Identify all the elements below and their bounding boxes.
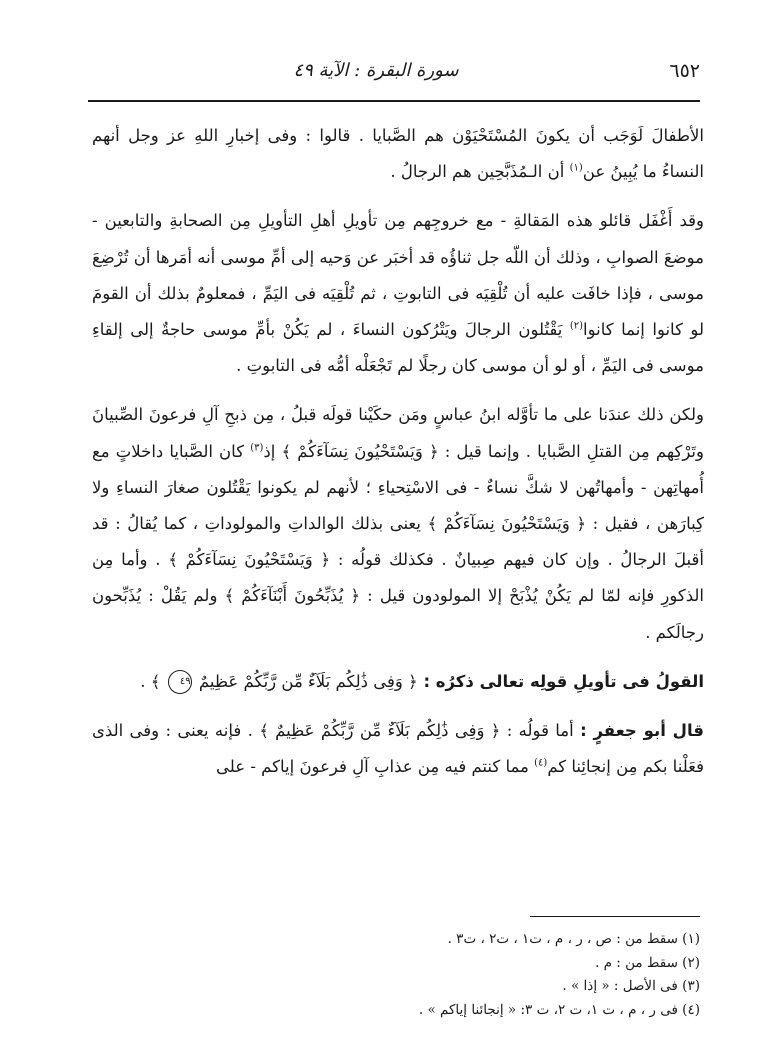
quran-quote: ﴿ وَيَسْتَحْيُونَ نِسَآءَكُمْ ﴾: [168, 550, 331, 570]
page-number: ٦٥٢: [669, 60, 700, 82]
text-run: ولم يَقُلْ : يُذَبِّحون رجالَكم .: [92, 586, 704, 642]
footnote-ref-1[interactable]: (١): [569, 162, 583, 174]
text-run: كان الصَّبايا داخلاتٍ مع أُمهاتِهن - وأمهاتُهن لا شكَّ نساءٌ - فى الاسْتِحياءِ ؛ لأنهم لم يكونوا يَقْتُلون صغارَ النساءِ ولا كِبارَهن ، فقيل :: [92, 441, 704, 534]
quran-quote: ﴿ يُذَبِّحُونَ أَبْنَآءَكُمْ ﴾: [224, 586, 361, 606]
text-run: ولكن ذلك عندَنا على ما تأوَّله ابنُ عباسٍ ومَن حكَيْنا قولَه قبلُ ، مِن ذبحِ آلِ فرعونَ الصِّبيانَ وتَرْكِهم مِن القتلِ الصَّبايا . وإنما قيل :: [92, 405, 704, 461]
quran-quote: ﴿ وَيَسْتَحْيُونَ نِسَآءَكُمْ ﴾: [281, 441, 439, 461]
paragraph-2: [92, 203, 704, 384]
quran-quote: ﴿ وَفِى ذَٰلِكُم بَلَآءٌ مِّن رَّبِّكُمْ عَظِيمٌ: [198, 671, 418, 691]
page-header: [88, 56, 700, 90]
footnote-4: (٤) فى ر ، م ، ت ١، ت ٢، ت ٣: « إنجائنا إياكم » .: [418, 1001, 700, 1018]
heading-label: القولُ فى تأويلِ قولِه تعالى ذكرُه :: [417, 671, 704, 691]
footnote-ref-2[interactable]: (٢): [569, 320, 584, 332]
heading-close: ﴾ .: [140, 671, 161, 691]
footnote-rule: [530, 916, 700, 917]
quran-quote: ﴿ وَيَسْتَحْيُونَ نِسَآءَكُمْ ﴾: [427, 514, 587, 534]
text-run: الأطفالَ لَوَجَب أن يكونَ المُسْتَحْيَوْن هم الصَّبايا . قالوا : وفى إخبارِ اللهِ عز وجل أنهم النساءُ ما يُبِينُ عن: [92, 126, 704, 182]
paragraph-1: [92, 118, 704, 190]
header-rule: [88, 100, 700, 102]
text-run: . وأما مِن الذكورِ فإنه لمّا لم يَكُنْ يُذْبَحْ إلا المولودون قيل :: [92, 550, 704, 606]
text-run: مما كنتم فيه مِن عذابِ آلِ فرعونَ إياكم - على: [216, 757, 535, 777]
section-heading: [92, 664, 704, 700]
footnote-ref-4[interactable]: (٤): [534, 757, 548, 769]
footnotes: [92, 928, 700, 1022]
text-run: . فإنه يعنى : وفى الذى فعَلْنا بكم مِن إنجائِنا كم: [92, 721, 704, 777]
footnote-1: (١) سقط من : ص ، ر ، م ، ت١ ، ت٢ ، ت٣ .: [447, 931, 700, 947]
main-text: [92, 118, 704, 785]
text-run: يعنى بذلك الوالداتِ والمولوداتِ ، كما يُقالُ : قد أقبلَ الرجالُ . وإن كان فيهم صِبيانٌ . فكذلك قولُه :: [92, 514, 705, 570]
text-run: أن الـمُذَبَّحِين هم الرجالُ .: [390, 162, 570, 182]
quran-quote: ﴿ وَفِى ذَٰلِكُم بَلَآءٌ مِّن رَّبِّكُمْ عَظِيمٌ ﴾: [259, 721, 501, 741]
paragraph-3: [92, 397, 704, 650]
text-run: إذ: [263, 441, 282, 461]
footnote-ref-3[interactable]: (٣): [250, 442, 264, 454]
footnote-2: (٢) سقط من : م .: [595, 954, 700, 971]
footnote-3: (٣) فى الأصل : « إذا » .: [562, 978, 700, 994]
speaker-label: قال أبو جعفرٍ :: [580, 721, 704, 741]
text-run: وقد أَغْفَل قائلو هذه المَقالةِ - مع خروجِهم مِن تأويلِ أهلِ التأويلِ مِن الصحابةِ والتابعين - موضعَ الصوابِ ، وذلك أن اللّه جل ثناؤُه قد أخبَر عن وَحيه إلى أمِّ موسى أنه أمَرها أن تُرْضِعَ موسى ، فإذا خافَت عليه أن تُلْقِيَه فى التابوتِ ، ثم تُلْقِيَه فى اليَمِّ ، فمعلومٌ بذلك أن القومَ لو كانوا إنما كانوا: [92, 211, 704, 340]
ayah-number-icon: ٤٩: [168, 670, 192, 694]
text-run: أما قولُه :: [500, 721, 581, 741]
running-title: سورة البقرة : الآية ٤٩: [293, 60, 459, 81]
text-run: يَقْتُلون الرجالَ ويَتْرُكون النساءَ ، لم يَكُنْ بأمِّ موسى حاجةٌ إلى إلقاءِ موسى فى اليَمِّ ، أو لو أن موسى كان رجلًا لم تَجْعَلْه أمُّه فى التابوتِ .: [92, 320, 704, 376]
paragraph-4: [92, 713, 704, 785]
